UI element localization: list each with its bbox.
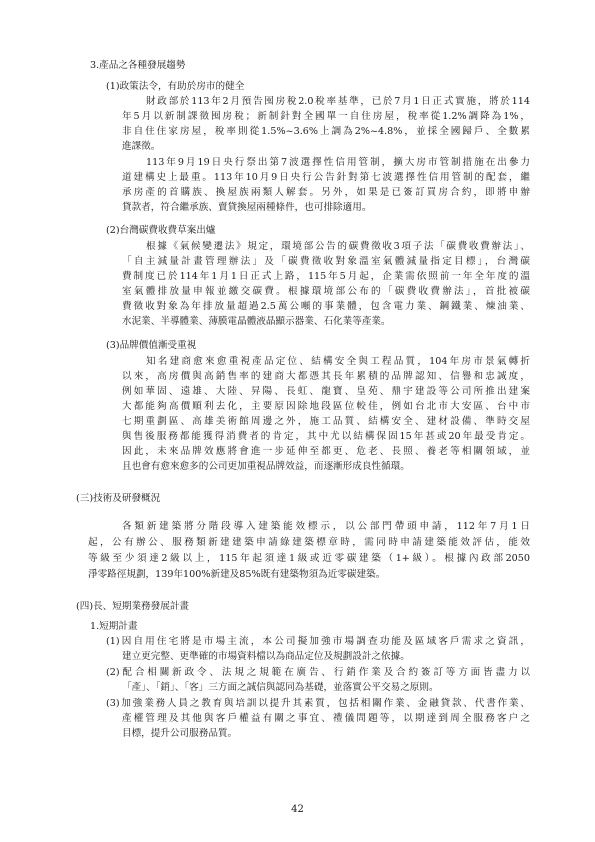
- paragraph-line: 例如華固、遠雄、大陸、昇陽、長虹、龍寶、皇苑、鼎宇建設等公司所推出建案: [122, 386, 530, 397]
- paragraph-line: 知名建商愈來愈重視產品定位、結構安全與工程品質，104年房市景氣轉折: [146, 356, 530, 367]
- paragraph-line: 根據《氣候變遷法》規定，環境部公告的碳費徵收3項子法「碳費收費辦法」、: [146, 241, 530, 252]
- paragraph-line: 淨零路徑規劃，139年100%新建及85%既有建築物須為近零碳建築。: [88, 569, 386, 580]
- paragraph-line: 與售後服務都能獲得消費者的肯定，其中尤以結構保固15年甚或20年最受肯定。: [122, 431, 530, 442]
- paragraph-line: 等級至少須達2級以上，115年起須達1級或近零碳建築（1+級）。根據內政部2050: [88, 553, 530, 564]
- section-3-heading: 3.產品之各種發展趨勢: [90, 60, 186, 71]
- section-plan-heading: (四)長、短期業務發展計畫: [76, 601, 190, 612]
- paragraph-line: 費徵收對象為年排放量超過2.5萬公噸的事業體，包含電力業、鋼鐵業、煉油業、: [122, 301, 530, 312]
- paragraph-line: 貸款者，符合繼承族、賣貸換屋兩種條件，也可排除適用。: [122, 202, 372, 213]
- paragraph-line: 年5月以新制課徵囤房稅；新制針對全國單一自住房屋，稅率從1.2%調降為1%，: [122, 111, 530, 122]
- section-tech-heading: (三)技術及研發概況: [76, 493, 161, 504]
- paragraph-line: 水泥業、半導體業、薄膜電晶體液晶顯示器業、石化業等產業。: [122, 316, 391, 327]
- paragraph-line: 費制度已於114年1月1日正式上路，115年5月起，企業需依照前一年全年度的溫: [122, 271, 530, 282]
- paragraph-line: 113年9月19日央行祭出第7波選擇性信用管制，擴大房市管制措施在出參力: [146, 157, 530, 168]
- plan-item-line: (2)配合相關新政令、法規之規範在廣告、行銷作業及合約簽訂等方面皆盡力以: [106, 667, 530, 678]
- plan-item-line: (3)加強業務人員之教育與培訓以提升其素質，包括相關作業、金融貸款、代書作業、: [106, 698, 530, 709]
- paragraph-line: 因此，未來品牌效應將會進一步延伸至都更、危老、長照、養老等相關領域，並: [122, 446, 530, 457]
- item-3-title: (3)品牌價值漸受重視: [106, 340, 197, 351]
- short-term-plan-heading: 1.短期計畫: [90, 621, 138, 632]
- paragraph-line: 進課徵。: [122, 141, 161, 152]
- paragraph-line: 起，公有辦公、服務類新建建築申請綠建築標章時，需同時申請建築能效評估，能效: [88, 537, 530, 548]
- paragraph-line: 七期重劃區、高雄美術館周邊之外，施工品質、結構安全、建材設備、準時交屋: [122, 416, 530, 427]
- paragraph-line: 室氣體排放量申報並繳交碳費。根據環境部公布的「碳費收費辦法」，首批被碳: [122, 286, 530, 297]
- paragraph-line: 以來，高房價與高銷售率的建商大都憑其長年累積的品牌認知、信譽和忠誠度，: [122, 371, 530, 382]
- plan-item-line: 目標，提升公司服務品質。: [122, 728, 238, 739]
- paragraph-line: 各類新建築將分階段導入建築能效標示，以公部門帶頭申請，112年7月1日: [122, 521, 530, 532]
- paragraph-line: 承房產的首購族、換屋族兩類人解套。另外，如果是已簽訂買房合約，即將申辦: [122, 187, 530, 198]
- paragraph-line: 財政部於113年2月預告囤房稅2.0稅率基準，已於7月1日正式實施，將於114: [146, 96, 530, 107]
- paragraph-line: 且也會有愈來愈多的公司更加重視品牌效益，而逐漸形成良性循環。: [122, 461, 410, 472]
- paragraph-line: 大都能夠高價順利去化，主要原因除地段區位較佳，例如台北市大安區、台中市: [122, 401, 530, 412]
- paragraph-line: 非自住住家房屋，稅率則從1.5%~3.6%上調為2%~4.8%，並採全國歸戶、全數累: [122, 126, 530, 137]
- plan-item-line: 建立更完整、更準確的市場資料檔以為商品定位及規劃設計之依據。: [122, 651, 410, 662]
- plan-item-line: 產權管理及其他與客戶權益有關之事宜、禮儀問題等，以期達到周全服務客户之: [122, 713, 530, 724]
- paragraph-line: 「自主減量計畫管理辦法」及「碳費徵收對象溫室氣體減量指定目標」，台灣碳: [122, 256, 530, 267]
- item-2-title: (2)台灣碳費收費草案出爐: [106, 225, 216, 236]
- plan-item-line: (1)因自用住宅將是市場主流，本公司擬加強市場調查功能及區域客戶需求之資訊，: [106, 636, 530, 647]
- paragraph-line: 道建構史上最重。113年10月9日央行公告針對第七波選擇性信用管制的配套，繼: [122, 172, 530, 183]
- plan-item-line: 「產」、「銷」、「客」三方面之誠信與認同為基礎，並落實公平交易之原則。: [122, 682, 439, 693]
- page-number: 42: [291, 804, 304, 815]
- item-1-title: (1)政策法令，有助於房市的健全: [106, 81, 245, 92]
